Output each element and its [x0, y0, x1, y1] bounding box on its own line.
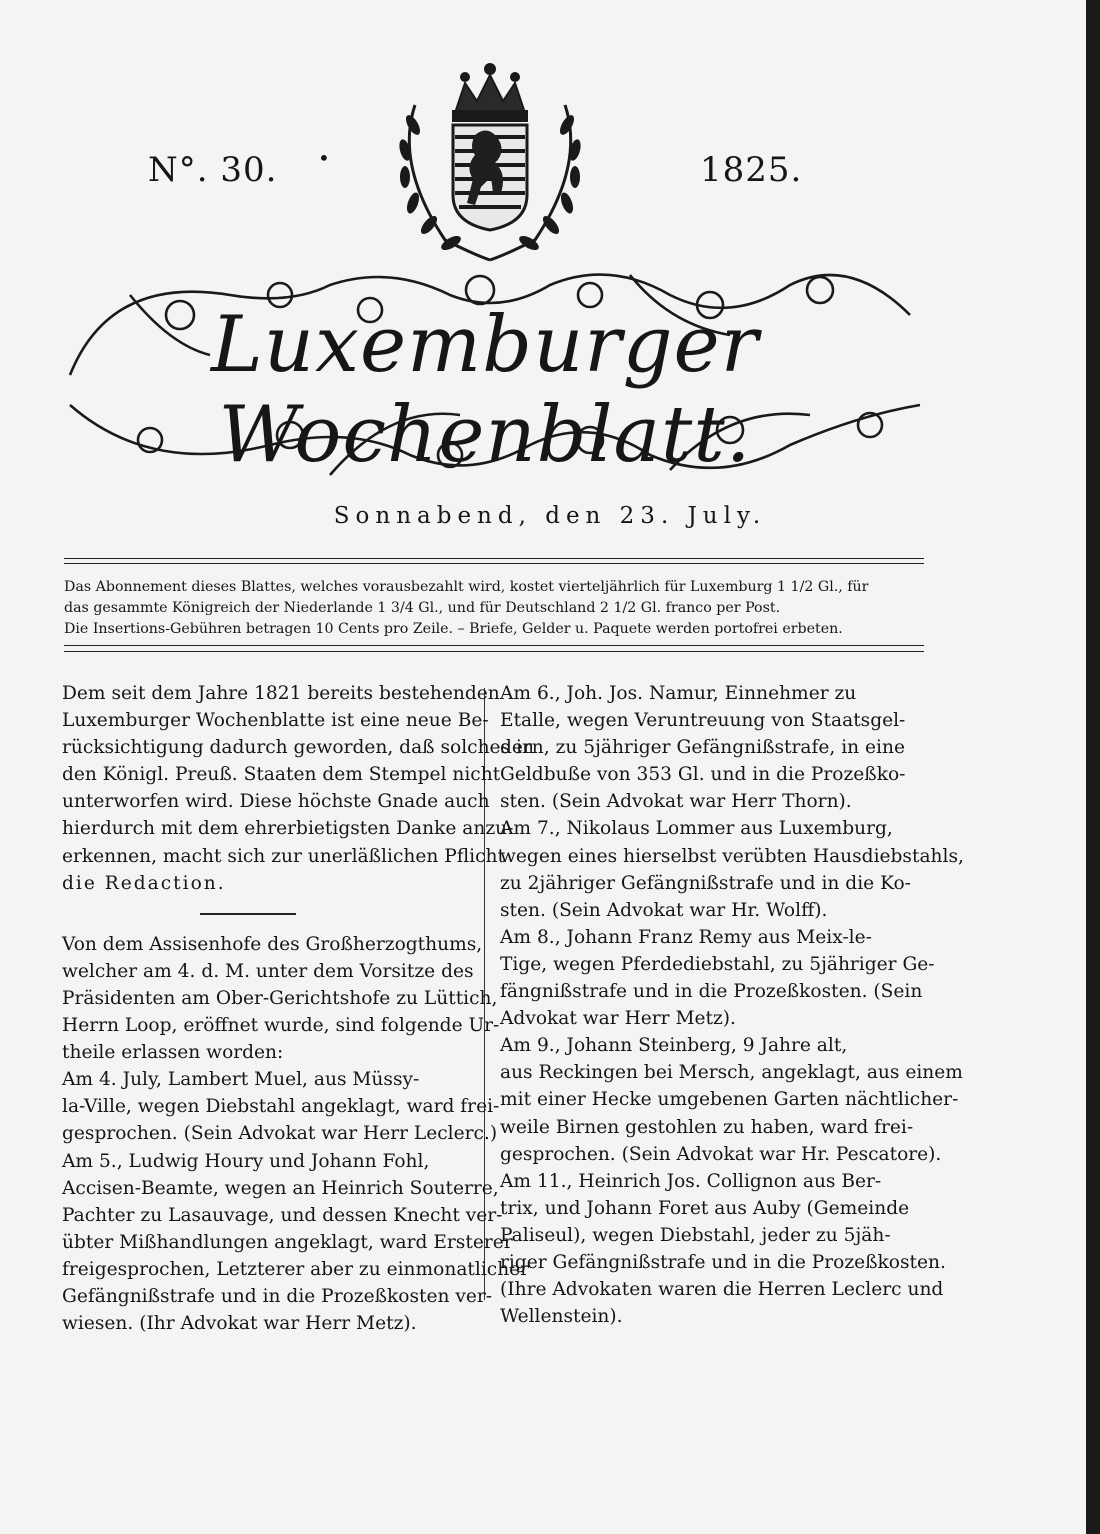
text-line: Pachter zu Lasauvage, und dessen Knecht ver- [62, 1204, 503, 1226]
notice-line: Das Abonnement dieses Blattes, welches vorausbezahlt wird, kostet vierteljährlich für Luxemburg 1 1/2 Gl., für [64, 579, 869, 595]
text-line: trix, und Johann Foret aus Auby (Gemeinde [500, 1197, 910, 1219]
text-line: aus Reckingen bei Mersch, angeklagt, aus einem [500, 1062, 963, 1084]
editorial-paragraph [62, 680, 534, 870]
issue-year: 1825. [700, 150, 803, 190]
notice-rule-top [64, 558, 924, 559]
text-line: übter Mißhandlungen angeklagt, ward Ersterer [62, 1231, 513, 1253]
notice-line: das gesammte Königreich der Niederlande 1 3/4 Gl., und für Deutschland 2 1/2 Gl. franco per Post. [64, 600, 781, 616]
text-line: Am 6., Joh. Jos. Namur, Einnehmer zu [500, 683, 857, 704]
editorial-signature: die Redaction. [62, 872, 226, 894]
text-line: Geldbuße von 353 Gl. und in die Prozeßko- [500, 764, 906, 786]
text-line: den Königl. Preuß. Staaten dem Stempel nicht [62, 764, 501, 786]
text-line: Präsidenten am Ober-Gerichtshofe zu Lüttich, [62, 987, 498, 1009]
text-line: mit einer Hecke umgebenen Garten nächtlicher- [500, 1089, 959, 1111]
text-line: Dem seit dem Jahre 1821 bereits bestehenden [62, 683, 500, 704]
court-report-continued [500, 680, 964, 1330]
header-dot-ornament: • [318, 146, 330, 170]
left-column [62, 680, 534, 1337]
text-line: la-Ville, wegen Diebstahl angeklagt, ward frei- [62, 1096, 500, 1118]
text-line: rücksichtigung dadurch geworden, daß solches in [62, 737, 534, 759]
text-line: theile erlassen worden: [62, 1042, 284, 1064]
notice-rule-top-thin [64, 563, 924, 564]
subscription-notice [64, 577, 924, 640]
text-line: Am 7., Nikolaus Lommer aus Luxemburg, [500, 818, 893, 840]
issue-number: N°. 30. [148, 150, 278, 190]
text-line: Am 5., Ludwig Houry und Johann Fohl, [62, 1150, 430, 1172]
text-line: Am 11., Heinrich Jos. Collignon aus Ber- [500, 1170, 882, 1192]
text-line: zu 2jähriger Gefängnißstrafe und in die Ko- [500, 872, 911, 894]
text-line: Etalle, wegen Veruntreuung von Staatsgel- [500, 710, 906, 732]
text-line: gesprochen. (Sein Advokat war Herr Leclerc.) [62, 1123, 498, 1145]
text-line: Gefängnißstrafe und in die Prozeßkosten ver- [62, 1285, 493, 1307]
text-line: welcher am 4. d. M. unter dem Vorsitze des [62, 960, 474, 982]
text-line: (Ihre Advokaten waren die Herren Leclerc und [500, 1279, 944, 1301]
notice-rule-bottom-thin [64, 651, 924, 652]
text-line: Am 4. July, Lambert Muel, aus Müssy- [62, 1069, 420, 1091]
text-line: Luxemburger Wochenblatte ist eine neue Be- [62, 710, 489, 732]
notice-line: Die Insertions-Gebühren betragen 10 Cents pro Zeile. – Briefe, Gelder u. Paquete werden portofrei erbeten. [64, 621, 843, 637]
text-line: gesprochen. (Sein Advokat war Hr. Pescatore). [500, 1143, 942, 1165]
text-line: Wellenstein). [500, 1306, 623, 1328]
text-line: Accisen-Beamte, wegen an Heinrich Souterre, [62, 1177, 499, 1199]
text-line: Von dem Assisenhofe des Großherzogthums, [62, 933, 483, 955]
text-line: wiesen. (Ihr Advokat war Herr Metz). [62, 1313, 417, 1335]
text-line: sten. (Sein Advokat war Hr. Wolff). [500, 899, 828, 921]
text-line: dern, zu 5jähriger Gefängnißstrafe, in eine [500, 737, 905, 759]
right-column [500, 680, 964, 1330]
text-line: freigesprochen, Letzterer aber zu einmonatlicher [62, 1258, 530, 1280]
text-line: Am 8., Johann Franz Remy aus Meix-le- [500, 926, 872, 948]
text-line: Paliseul), wegen Diebstahl, jeder zu 5jäh- [500, 1224, 891, 1246]
section-separator [200, 913, 296, 915]
text-line: hierdurch mit dem ehrerbietigsten Danke anzu- [62, 818, 514, 840]
text-line: Advokat war Herr Metz). [500, 1008, 736, 1030]
text-line: Am 9., Johann Steinberg, 9 Jahre alt, [500, 1035, 848, 1057]
text-line: erkennen, macht sich zur unerläßlichen Pflicht [62, 845, 505, 867]
text-line: fängnißstrafe und in die Prozeßkosten. (Sein [500, 981, 923, 1003]
notice-rule-bottom [64, 645, 924, 646]
masthead-title: Luxemburger Wochenblatt. [211, 300, 759, 480]
court-report [62, 931, 530, 1337]
text-line: wegen eines hierselbst verübten Hausdiebstahls, [500, 845, 964, 867]
text-line: riger Gefängnißstrafe und in die Prozeßkosten. [500, 1251, 946, 1273]
text-line: sten. (Sein Advokat war Herr Thorn). [500, 791, 852, 813]
text-line: weile Birnen gestohlen zu haben, ward frei- [500, 1116, 914, 1138]
scan-edge [1086, 0, 1100, 1534]
dateline: Sonnabend, den 23. July. [333, 503, 767, 529]
text-line: Herrn Loop, eröffnet wurde, sind folgende Ur- [62, 1015, 500, 1037]
text-line: unterworfen wird. Diese höchste Gnade auch [62, 791, 490, 813]
coat-of-arms-icon [375, 55, 605, 270]
text-line: Tige, wegen Pferdediebstahl, zu 5jähriger Ge- [500, 953, 935, 975]
